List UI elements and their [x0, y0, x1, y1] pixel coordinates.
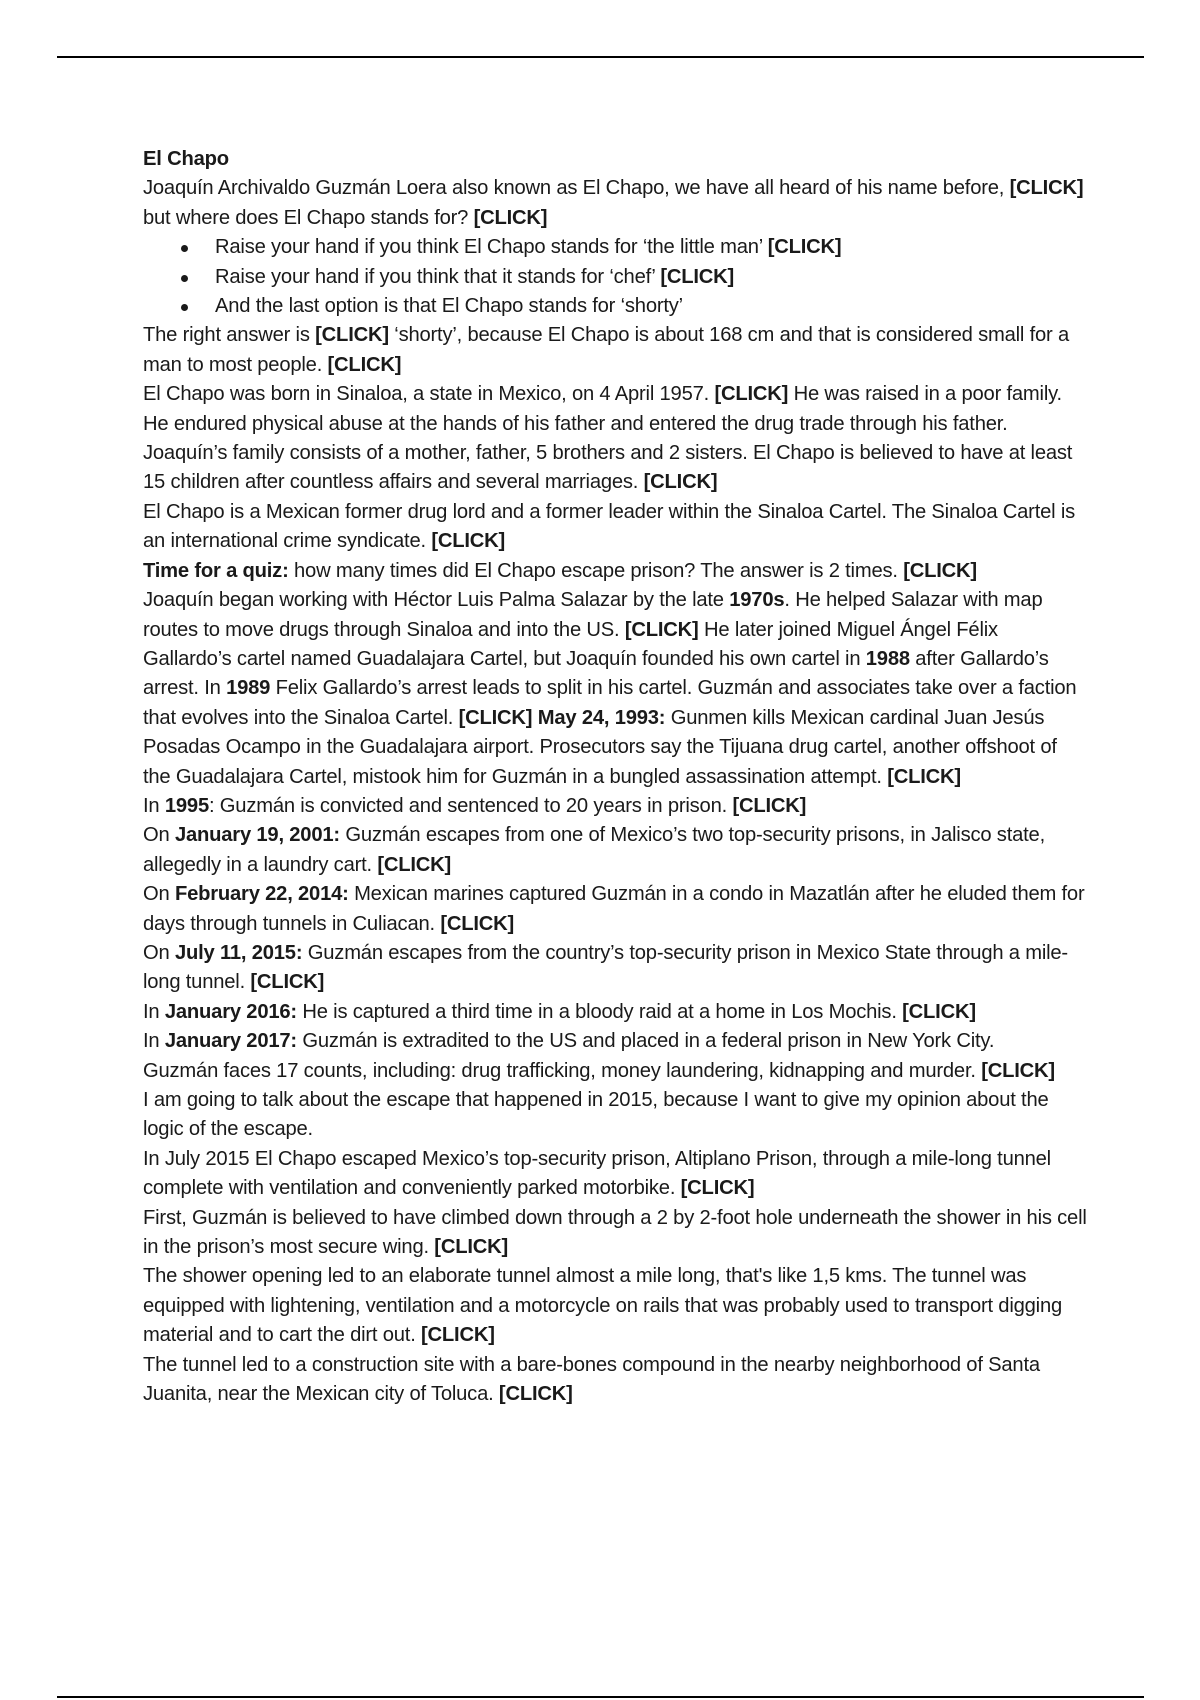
bold-text: [CLICK]: [421, 1324, 495, 1347]
text-run: ‘shorty’, because El Chapo is about 168 cm and that is considered small for a man to most people.: [143, 324, 1070, 376]
bold-text: January 2016:: [164, 1000, 297, 1023]
text-run: Mexican marines captured Guzmán in a condo in Mazatlán after he eluded them for days through tunnels in Culiacan.: [143, 883, 1085, 935]
text-run: On: [143, 883, 175, 906]
bullet-item: [215, 233, 1088, 262]
text-run: He is captured a third time in a bloody raid at a home in Los Mochis.: [296, 1000, 903, 1023]
text-run: Felix Gallardo’s arrest leads to split in his cartel. Guzmán and associates take over a faction that evolves into the Sinaloa Cartel.: [143, 677, 1077, 729]
bold-text: [CLICK]: [714, 383, 789, 406]
bold-text: [CLICK]: [902, 1000, 976, 1023]
text-run: Raise your hand if you think that it stands for ‘chef’: [215, 265, 661, 288]
text-run: In: [143, 1000, 165, 1023]
bold-text: [CLICK]: [887, 765, 961, 788]
bold-text: [CLICK]: [767, 236, 842, 259]
bold-text: [CLICK]: [1009, 177, 1084, 200]
text-run: The tunnel led to a construction site with a bare-bones compound in the nearby neighborhood of Santa Juanita, near the Mexican city of Toluca.: [143, 1353, 1040, 1406]
text-run: Guzmán escapes from the country’s top-security prison in Mexico State through a mile-long tunnel.: [143, 941, 1068, 994]
paragraph: [143, 498, 1088, 557]
paragraph: [143, 1145, 1088, 1204]
text-run: In July 2015 El Chapo escaped Mexico’s top-security prison, Altiplano Prison, through a mile-long tunnel complete with ventilation and conveniently parked motorbike.: [143, 1147, 1051, 1200]
bold-text: [CLICK]: [473, 206, 548, 229]
bold-text: [CLICK]: [327, 353, 402, 376]
bold-text: 1989: [226, 677, 271, 700]
intro-paragraph: [143, 174, 1088, 233]
text-run: Guzmán faces 17 counts, including: drug trafficking, money laundering, kidnapping and murder.: [143, 1059, 982, 1082]
paragraph: [143, 792, 1088, 821]
paragraph: [143, 998, 1088, 1027]
bold-text: [CLICK]: [250, 971, 325, 994]
text-run: The shower opening led to an elaborate tunnel almost a mile long, that's like 1,5 kms. The tunnel was equipped with lightening, ventilation and a motorcycle on rails that was probably used to transport digging material and to cart the dirt out.: [143, 1265, 1063, 1347]
text-run: And the last option is that El Chapo stands for ‘shorty’: [215, 295, 683, 318]
text-run: . He helped Salazar with map routes to move drugs through Sinaloa and into the US.: [143, 589, 1043, 641]
bold-text: [CLICK]: [458, 706, 533, 729]
paragraph: [143, 1204, 1088, 1263]
bold-text: [CLICK]: [440, 912, 515, 935]
bold-text: May 24, 1993:: [537, 706, 666, 729]
text-run: Gunmen kills Mexican cardinal Juan Jesús Posadas Ocampo in the Guadalajara airport. Prosecutors say the Tijuana drug cartel, another offshoot of the Guadalajara Cartel, mistook him for Guzmán in a bungled assassination attempt.: [143, 706, 1057, 788]
bold-text: [CLICK]: [981, 1059, 1055, 1082]
bullet-item: [215, 263, 1088, 292]
bold-text: February 22, 2014:: [174, 883, 349, 906]
footer-rule: [57, 1696, 1144, 1698]
bold-text: Time for a quiz:: [143, 559, 289, 582]
paragraph: [143, 1057, 1088, 1086]
paragraph: [143, 557, 1088, 586]
bold-text: 1995: [164, 794, 209, 817]
bullet-list: [143, 233, 1088, 321]
bold-text: [CLICK]: [732, 794, 807, 817]
text-run: In: [143, 794, 165, 817]
text-run: Joaquín Archivaldo Guzmán Loera also known as El Chapo, we have all heard of his name before,: [143, 177, 1010, 200]
bold-text: [CLICK]: [315, 324, 389, 347]
paragraph: [143, 880, 1088, 939]
bold-text: [CLICK]: [660, 265, 735, 288]
bold-text: [CLICK]: [624, 618, 699, 641]
bullet-item: [215, 292, 1088, 321]
paragraph: [143, 821, 1088, 880]
text-run: He later joined Miguel Ángel Félix Gallardo’s cartel named Guadalajara Cartel, but Joaquín founded his own cartel in: [143, 618, 998, 670]
text-run: Raise your hand if you think El Chapo stands for ‘the little man’: [215, 236, 768, 259]
text-run: El Chapo is a Mexican former drug lord and a former leader within the Sinaloa Cartel. The Sinaloa Cartel is an international crime syndicate.: [143, 500, 1075, 553]
text-run: The right answer is: [143, 324, 316, 347]
text-run: On: [143, 941, 175, 964]
header-rule: [57, 56, 1144, 58]
bold-text: [CLICK]: [903, 559, 977, 582]
bold-text: [CLICK]: [431, 530, 506, 553]
paragraph: [143, 586, 1088, 792]
paragraph: [143, 1086, 1088, 1145]
paragraph: [143, 1027, 1088, 1056]
bold-text: [CLICK]: [434, 1236, 509, 1259]
paragraph: [143, 321, 1088, 380]
bold-text: January 19, 2001:: [174, 824, 340, 847]
text-run: after Gallardo’s arrest. In: [143, 647, 1049, 700]
paragraphs: [143, 321, 1088, 1409]
text-run: In: [143, 1030, 165, 1053]
text-run: how many times did El Chapo escape prison? The answer is 2 times.: [288, 559, 904, 582]
bold-text: 1988: [865, 647, 910, 670]
document-title: El Chapo: [143, 148, 229, 170]
bold-text: July 11, 2015:: [174, 941, 303, 964]
text-run: I am going to talk about the escape that happened in 2015, because I want to give my opinion about the logic of the escape.: [143, 1089, 1049, 1141]
text-run: El Chapo was born in Sinaloa, a state in Mexico, on 4 April 1957.: [143, 383, 715, 406]
bold-text: [CLICK]: [643, 471, 718, 494]
text-run: First, Guzmán is believed to have climbed down through a 2 by 2-foot hole underneath the shower in his cell in the prison’s most secure wing.: [143, 1206, 1087, 1259]
bold-text: [CLICK]: [498, 1383, 573, 1406]
bold-text: 1970s: [729, 589, 785, 612]
paragraph: [143, 1262, 1088, 1350]
text-run: : Guzmán is convicted and sentenced to 20 years in prison.: [208, 794, 733, 817]
document-body: [143, 145, 1088, 1409]
text-run: Guzmán is extradited to the US and placed in a federal prison in New York City.: [296, 1030, 995, 1053]
paragraph: [143, 939, 1088, 998]
text-run: but where does El Chapo stands for?: [143, 206, 474, 229]
paragraph: [143, 1351, 1088, 1410]
text-run: He was raised in a poor family. He endured physical abuse at the hands of his father and entered the drug trade through his father. Joaquín’s family consists of a mother, father, 5 brothers and 2 sisters. El Chapo is believed to have at least 15 children after countless affairs and several marriages.: [143, 383, 1073, 494]
text-run: On: [143, 824, 175, 847]
bold-text: [CLICK]: [680, 1177, 755, 1200]
bold-text: [CLICK]: [377, 853, 452, 876]
text-run: Guzmán escapes from one of Mexico’s two top-security prisons, in Jalisco state, allegedly in a laundry cart.: [143, 824, 1045, 876]
paragraph: [143, 380, 1088, 498]
bold-text: January 2017:: [164, 1030, 297, 1053]
text-run: Joaquín began working with Héctor Luis Palma Salazar by the late: [143, 589, 730, 612]
